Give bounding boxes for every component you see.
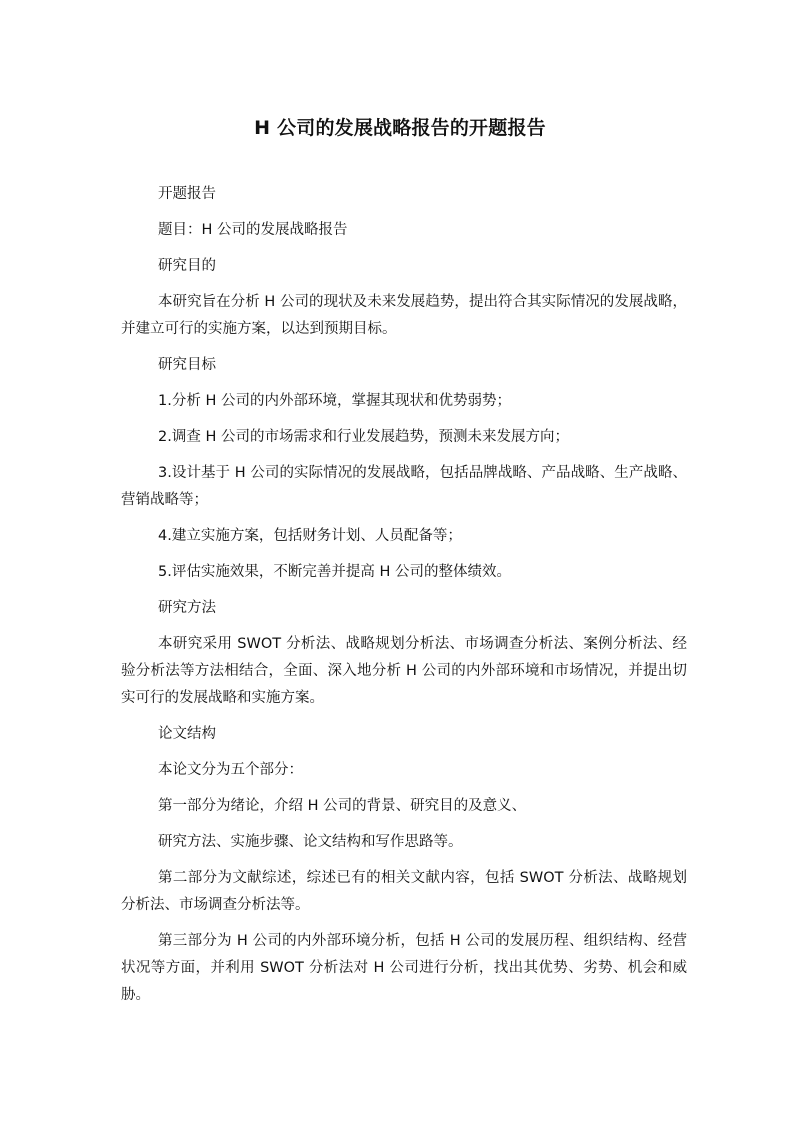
section-heading-structure: 论文结构 [158, 726, 216, 742]
methods-paragraph: 本研究采用 SWOT 分析法、战略规划分析法、市场调查分析法、案例分析法、经验分析法等方法相结合，全面、深入地分析 H 公司的内外部环境和市场情况，并提出切实可行的发展战略和实施方案。 [121, 636, 687, 706]
section-heading-methods: 研究方法 [158, 600, 216, 616]
objective-item-3: 3.设计基于 H 公司的实际情况的发展战略，包括品牌战略、产品战略、生产战略、营销战略等； [121, 465, 687, 508]
structure-part-3: 第三部分为 H 公司的内外部环境分析，包括 H 公司的发展历程、组织结构、经营状况等方面，并利用 SWOT 分析法对 H 公司进行分析，找出其优势、劣势、机会和威胁。 [121, 933, 687, 1003]
objective-item-2: 2.调查 H 公司的市场需求和行业发展趋势，预测未来发展方向； [158, 429, 569, 445]
objective-item-4: 4.建立实施方案，包括财务计划、人员配备等； [158, 528, 462, 544]
document-body [121, 181, 687, 1018]
structure-part-1-continued: 研究方法、实施步骤、论文结构和写作思路等。 [158, 834, 463, 850]
section-heading-proposal: 开题报告 [158, 186, 216, 202]
section-heading-purpose: 研究目的 [158, 258, 216, 274]
structure-part-2: 第二部分为文献综述，综述已有的相关文献内容，包括 SWOT 分析法、战略规划分析法、市场调查分析法等。 [121, 870, 687, 913]
structure-part-1: 第一部分为绪论，介绍 H 公司的背景、研究目的及意义、 [158, 798, 527, 814]
objective-item-1: 1.分析 H 公司的内外部环境，掌握其现状和优势弱势； [158, 393, 511, 409]
section-heading-objectives: 研究目标 [158, 357, 216, 373]
structure-intro: 本论文分为五个部分： [158, 762, 303, 778]
document-title: H 公司的发展战略报告的开题报告 [254, 117, 546, 139]
purpose-paragraph: 本研究旨在分析 H 公司的现状及未来发展趋势，提出符合其实际情况的发展战略，并建立可行的实施方案，以达到预期目标。 [121, 294, 687, 337]
objective-item-5: 5.评估实施效果，不断完善并提高 H 公司的整体绩效。 [158, 564, 511, 580]
topic-line: 题目：H 公司的发展战略报告 [158, 222, 348, 238]
